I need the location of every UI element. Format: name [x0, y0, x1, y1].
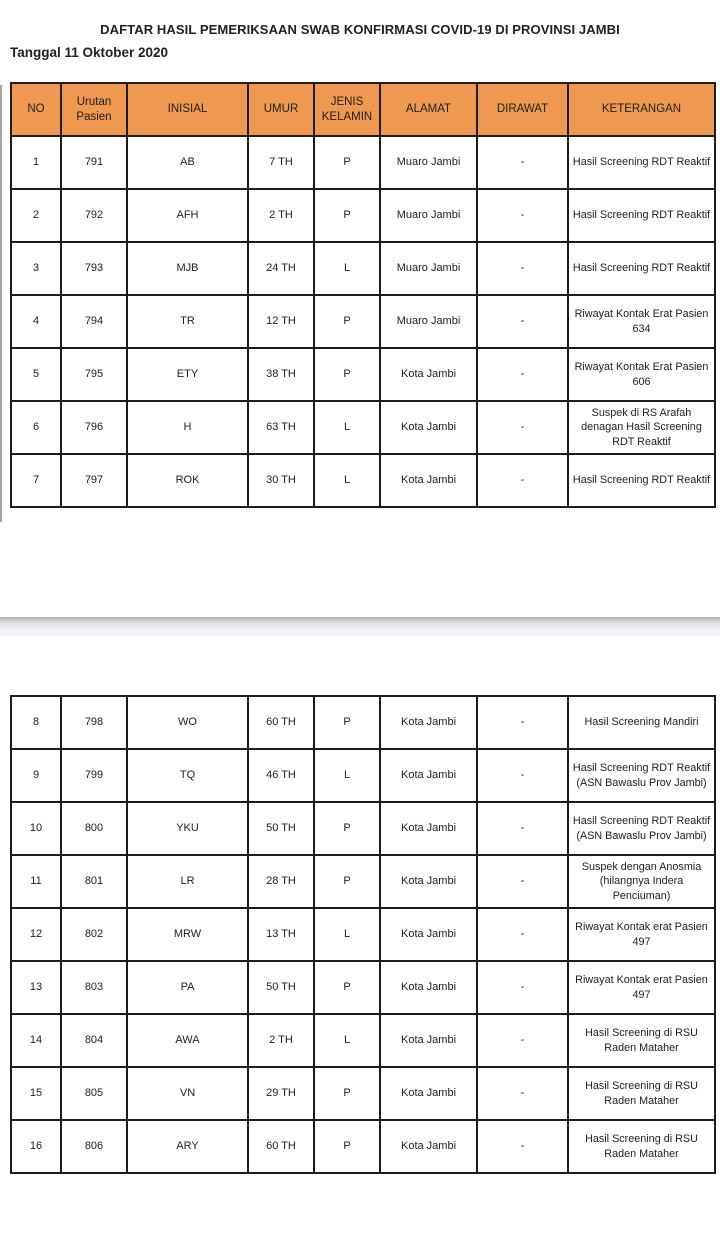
table-row: [11, 855, 715, 908]
cell-no: 14: [11, 1014, 61, 1067]
cell-inisial: WO: [127, 696, 248, 749]
cell-no: 5: [11, 348, 61, 401]
cell-alamat: Muaro Jambi: [380, 136, 477, 189]
cell-alamat: Kota Jambi: [380, 802, 477, 855]
cell-dirawat: -: [477, 295, 568, 348]
cell-umur: 60 TH: [248, 696, 314, 749]
cell-inisial: TQ: [127, 749, 248, 802]
cell-inisial: AFH: [127, 189, 248, 242]
cell-no: 15: [11, 1067, 61, 1120]
header-cell-keterangan: KETERANGAN: [568, 83, 715, 136]
table-row: [11, 401, 715, 454]
cell-alamat: Muaro Jambi: [380, 295, 477, 348]
cell-urutan-pasien: 792: [61, 189, 127, 242]
cell-dirawat: -: [477, 401, 568, 454]
page-title: DAFTAR HASIL PEMERIKSAAN SWAB KONFIRMASI COVID-19 DI PROVINSI JAMBI: [100, 22, 620, 37]
cell-urutan-pasien: 806: [61, 1120, 127, 1173]
cell-inisial: ARY: [127, 1120, 248, 1173]
cell-jenis-kelamin: L: [314, 749, 380, 802]
cell-jenis-kelamin: P: [314, 802, 380, 855]
cell-no: 4: [11, 295, 61, 348]
cell-no: 12: [11, 908, 61, 961]
cell-alamat: Kota Jambi: [380, 1067, 477, 1120]
cell-urutan-pasien: 798: [61, 696, 127, 749]
header-cell-jenis-kelamin: JENIS KELAMIN: [314, 83, 380, 136]
cell-inisial: ROK: [127, 454, 248, 507]
cell-keterangan: Suspek dengan Anosmia (hilangnya Indera Penciuman): [568, 855, 715, 908]
header-cell-alamat: ALAMAT: [380, 83, 477, 136]
cell-keterangan: Hasil Screening di RSU Raden Mataher: [568, 1014, 715, 1067]
cell-keterangan: Hasil Screening di RSU Raden Mataher: [568, 1067, 715, 1120]
cell-jenis-kelamin: L: [314, 1014, 380, 1067]
cell-no: 3: [11, 242, 61, 295]
cell-dirawat: -: [477, 454, 568, 507]
cell-no: 9: [11, 749, 61, 802]
cell-jenis-kelamin: P: [314, 961, 380, 1014]
cell-alamat: Kota Jambi: [380, 1014, 477, 1067]
cell-inisial: TR: [127, 295, 248, 348]
table-row: [11, 696, 715, 749]
cell-dirawat: -: [477, 961, 568, 1014]
cell-umur: 60 TH: [248, 1120, 314, 1173]
cell-inisial: MRW: [127, 908, 248, 961]
cell-jenis-kelamin: P: [314, 136, 380, 189]
results-table-page-1: [10, 82, 716, 508]
cell-jenis-kelamin: P: [314, 855, 380, 908]
cell-jenis-kelamin: P: [314, 348, 380, 401]
cell-keterangan: Hasil Screening RDT Reaktif (ASN Bawaslu Prov Jambi): [568, 749, 715, 802]
cell-umur: 30 TH: [248, 454, 314, 507]
cell-urutan-pasien: 797: [61, 454, 127, 507]
cell-jenis-kelamin: P: [314, 696, 380, 749]
cell-inisial: ETY: [127, 348, 248, 401]
cell-dirawat: -: [477, 189, 568, 242]
cell-urutan-pasien: 796: [61, 401, 127, 454]
cell-urutan-pasien: 800: [61, 802, 127, 855]
cell-no: 2: [11, 189, 61, 242]
cell-umur: 13 TH: [248, 908, 314, 961]
header-row: [11, 83, 715, 136]
cell-jenis-kelamin: L: [314, 908, 380, 961]
cell-keterangan: Hasil Screening RDT Reaktif: [568, 454, 715, 507]
table-row: [11, 961, 715, 1014]
cell-umur: 63 TH: [248, 401, 314, 454]
cell-urutan-pasien: 802: [61, 908, 127, 961]
cell-jenis-kelamin: P: [314, 189, 380, 242]
page-separator: [0, 617, 720, 636]
table-row: [11, 1014, 715, 1067]
cell-keterangan: Hasil Screening di RSU Raden Mataher: [568, 1120, 715, 1173]
cell-jenis-kelamin: P: [314, 1120, 380, 1173]
header-cell-no: NO: [11, 83, 61, 136]
cell-keterangan: Riwayat Kontak erat Pasien 497: [568, 961, 715, 1014]
cell-jenis-kelamin: L: [314, 401, 380, 454]
cell-keterangan: Riwayat Kontak Erat Pasien 606: [568, 348, 715, 401]
results-table-page-2: [10, 695, 716, 1174]
table-row: [11, 242, 715, 295]
cell-keterangan: Riwayat Kontak Erat Pasien 634: [568, 295, 715, 348]
cell-alamat: Kota Jambi: [380, 696, 477, 749]
cell-dirawat: -: [477, 696, 568, 749]
scan-edge-artifact: [0, 85, 2, 522]
cell-keterangan: Hasil Screening RDT Reaktif: [568, 136, 715, 189]
cell-urutan-pasien: 794: [61, 295, 127, 348]
cell-inisial: MJB: [127, 242, 248, 295]
cell-umur: 2 TH: [248, 1014, 314, 1067]
table-row: [11, 348, 715, 401]
cell-jenis-kelamin: P: [314, 295, 380, 348]
cell-umur: 50 TH: [248, 961, 314, 1014]
cell-urutan-pasien: 801: [61, 855, 127, 908]
cell-no: 8: [11, 696, 61, 749]
cell-alamat: Kota Jambi: [380, 454, 477, 507]
cell-umur: 24 TH: [248, 242, 314, 295]
cell-jenis-kelamin: L: [314, 454, 380, 507]
cell-dirawat: -: [477, 1014, 568, 1067]
cell-urutan-pasien: 795: [61, 348, 127, 401]
cell-no: 7: [11, 454, 61, 507]
cell-inisial: AB: [127, 136, 248, 189]
cell-keterangan: Hasil Screening RDT Reaktif: [568, 189, 715, 242]
cell-inisial: VN: [127, 1067, 248, 1120]
cell-alamat: Kota Jambi: [380, 908, 477, 961]
cell-alamat: Kota Jambi: [380, 1120, 477, 1173]
cell-alamat: Kota Jambi: [380, 348, 477, 401]
cell-alamat: Kota Jambi: [380, 855, 477, 908]
cell-umur: 7 TH: [248, 136, 314, 189]
cell-dirawat: -: [477, 908, 568, 961]
table-row: [11, 908, 715, 961]
cell-keterangan: Suspek di RS Arafah denagan Hasil Screening RDT Reaktif: [568, 401, 715, 454]
table-row: [11, 1120, 715, 1173]
cell-inisial: PA: [127, 961, 248, 1014]
cell-umur: 2 TH: [248, 189, 314, 242]
cell-dirawat: -: [477, 1067, 568, 1120]
cell-urutan-pasien: 805: [61, 1067, 127, 1120]
cell-umur: 28 TH: [248, 855, 314, 908]
header-cell-umur: UMUR: [248, 83, 314, 136]
table-row: [11, 1067, 715, 1120]
cell-urutan-pasien: 793: [61, 242, 127, 295]
cell-no: 1: [11, 136, 61, 189]
table-row: [11, 802, 715, 855]
cell-jenis-kelamin: L: [314, 242, 380, 295]
cell-dirawat: -: [477, 348, 568, 401]
cell-inisial: AWA: [127, 1014, 248, 1067]
cell-dirawat: -: [477, 242, 568, 295]
cell-dirawat: -: [477, 749, 568, 802]
cell-dirawat: -: [477, 802, 568, 855]
cell-urutan-pasien: 804: [61, 1014, 127, 1067]
cell-umur: 29 TH: [248, 1067, 314, 1120]
cell-keterangan: Hasil Screening Mandiri: [568, 696, 715, 749]
cell-alamat: Kota Jambi: [380, 401, 477, 454]
cell-jenis-kelamin: P: [314, 1067, 380, 1120]
cell-umur: 46 TH: [248, 749, 314, 802]
header-cell-dirawat: DIRAWAT: [477, 83, 568, 136]
cell-keterangan: Riwayat Kontak erat Pasien 497: [568, 908, 715, 961]
cell-umur: 12 TH: [248, 295, 314, 348]
cell-keterangan: Hasil Screening RDT Reaktif (ASN Bawaslu Prov Jambi): [568, 802, 715, 855]
table-row: [11, 295, 715, 348]
cell-alamat: Muaro Jambi: [380, 242, 477, 295]
header-cell-inisial: INISIAL: [127, 83, 248, 136]
cell-no: 6: [11, 401, 61, 454]
date-label: Tanggal 11 Oktober 2020: [10, 45, 169, 60]
cell-urutan-pasien: 799: [61, 749, 127, 802]
header-cell-urutan-pasien: Urutan Pasien: [61, 83, 127, 136]
cell-dirawat: -: [477, 1120, 568, 1173]
table-row: [11, 454, 715, 507]
cell-no: 13: [11, 961, 61, 1014]
cell-dirawat: -: [477, 855, 568, 908]
cell-no: 10: [11, 802, 61, 855]
cell-inisial: LR: [127, 855, 248, 908]
table-row: [11, 136, 715, 189]
cell-alamat: Kota Jambi: [380, 749, 477, 802]
cell-inisial: YKU: [127, 802, 248, 855]
cell-urutan-pasien: 803: [61, 961, 127, 1014]
cell-inisial: H: [127, 401, 248, 454]
cell-no: 16: [11, 1120, 61, 1173]
cell-umur: 38 TH: [248, 348, 314, 401]
cell-no: 11: [11, 855, 61, 908]
cell-alamat: Muaro Jambi: [380, 189, 477, 242]
cell-umur: 50 TH: [248, 802, 314, 855]
cell-urutan-pasien: 791: [61, 136, 127, 189]
table-row: [11, 749, 715, 802]
cell-keterangan: Hasil Screening RDT Reaktif: [568, 242, 715, 295]
cell-dirawat: -: [477, 136, 568, 189]
table-row: [11, 189, 715, 242]
cell-alamat: Kota Jambi: [380, 961, 477, 1014]
